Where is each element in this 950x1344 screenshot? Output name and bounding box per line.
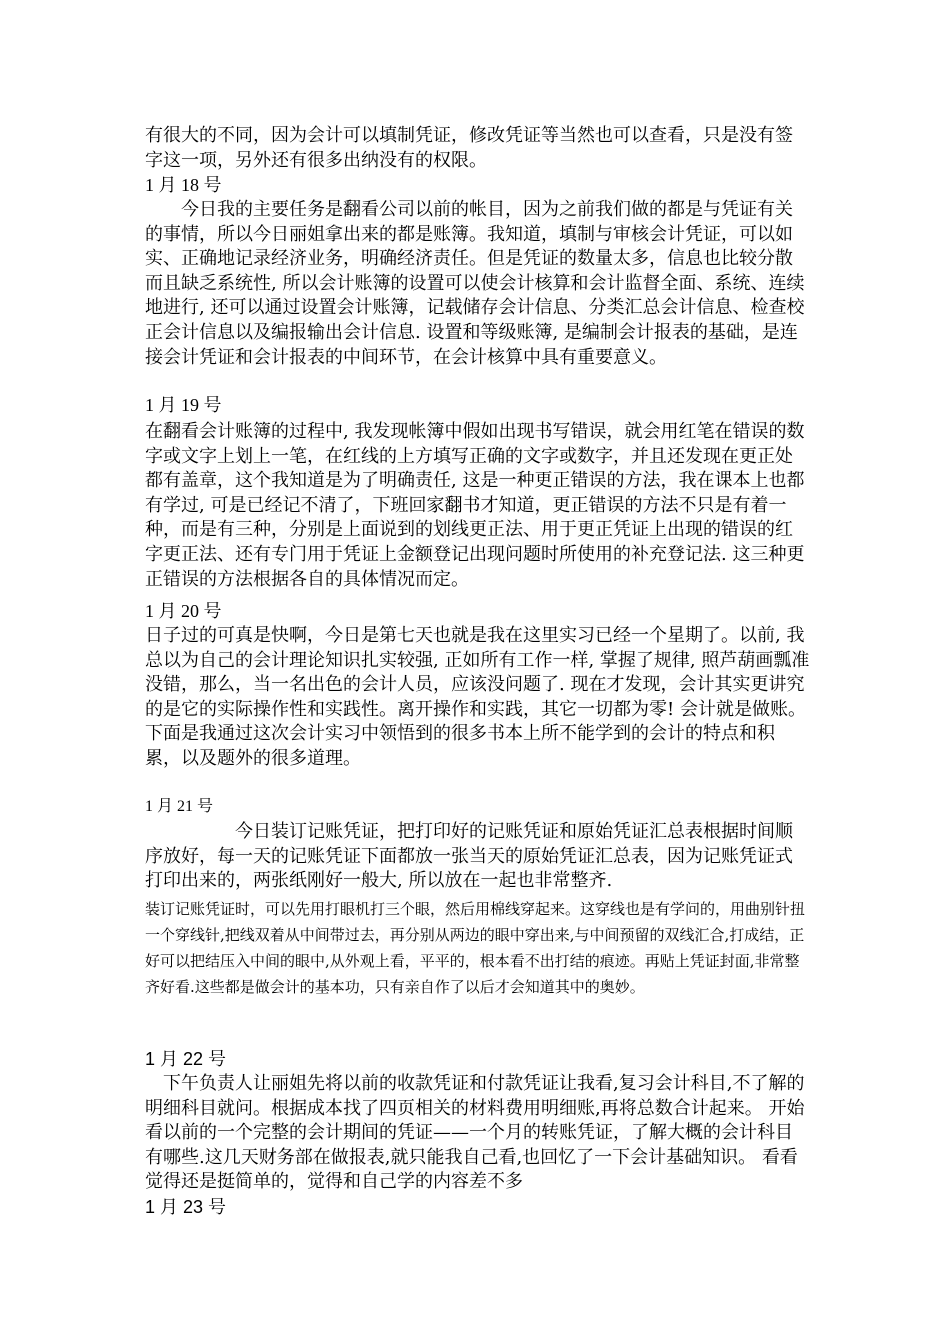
- date-heading-jan18: 1 月 18 号: [145, 175, 222, 195]
- paragraph-jan19: 在翻看会计账簿的过程中, 我发现帐簿中假如出现书写错误，就会用红笔在错误的数字或文字上划上一笔，在红线的上方填写正确的文字或数字，并且还发现在更正处都有盖章，这个我知道是为了明确责任, 这是一种更正错误的方法，我在课本上也都有学过, 可是已经记不清了，下班回家翻书才知道，更正错误的方法不只是有着一种，而是有三种，分别是上面说到的划线更正法、用于更正凭证上出现的错误的红字更正法、还有专门用于凭证上金额登记出现问题时所使用的补充登记法. 这三种更正错误的方法根据各自的具体情况而定。: [145, 421, 805, 590]
- date-heading-jan19: 1 月 19 号: [145, 395, 222, 415]
- paragraph-jan20: 日子过的可真是快啊，今日是第七天也就是我在这里实习已经一个星期了。以前, 我总以为自己的会计理论知识扎实较强, 正如所有工作一样, 掌握了规律, 照芦葫画瓢准没错，那么，当一名出色的会计人员，应该没问题了. 现在才发现，会计其实更讲究的是它的实际操作性和实践性。离开操作和实践，其它一切都为零! 会计就是做账。下面是我通过这次会计实习中领悟到的很多书本上所不能学到的会计的特点和积累，以及题外的很多道理。: [145, 625, 810, 769]
- paragraph-jan21-a: 今日装订记账凭证，把打印好的记账凭证和原始凭证汇总表根据时间顺序放好，每一天的记账凭证下面都放一张当天的原始凭证汇总表，因为记账凭证式打印出来的，两张纸刚好一般大, 所以放在一起也非常整齐.: [145, 821, 793, 892]
- paragraph-jan22: 下午负责人让丽姐先将以前的收款凭证和付款凭证让我看,复习会计科目,不了解的明细科目就问。根据成本找了四页相关的材料费用明细账,再将总数合计起来。 开始看以前的一个完整的会计期间的凭证——一个月的转账凭证，了解大概的会计科目有哪些.这几天财务部在做报表,就只能我自己看,也回忆了一下会计基础知识。 看看觉得还是挺简单的，觉得和自己学的内容差不多: [145, 1073, 805, 1193]
- paragraph-jan18: 今日我的主要任务是翻看公司以前的帐目，因为之前我们做的都是与凭证有关的事情，所以今日丽姐拿出来的都是账簿。我知道，填制与审核会计凭证，可以如实、正确地记录经济业务，明确经济责任。但是凭证的数量太多，信息也比较分散而且缺乏系统性, 所以会计账簿的设置可以使会计核算和会计监督全面、系统、连续地进行, 还可以通过设置会计账簿，记载储存会计信息、分类汇总会计信息、检查校正会计信息以及编报输出会计信息. 设置和等级账簿, 是编制会计报表的基础，是连接会计凭证和会计报表的中间环节，在会计核算中具有重要意义。: [145, 199, 805, 368]
- date-heading-jan20: 1 月 20 号: [145, 601, 222, 621]
- date-heading-jan23: 1 月 23 号: [145, 1197, 227, 1217]
- date-heading-jan22: 1 月 22 号: [145, 1049, 227, 1069]
- paragraph-jan21-b: 装订记账凭证时，可以先用打眼机打三个眼，然后用棉线穿起来。这穿线也是有学问的，用曲别针扭一个穿线针,把线双着从中间带过去，再分别从两边的眼中穿出来,与中间预留的双线汇合,打成结，正好可以把结压入中间的眼中,从外观上看，平平的，根本看不出打结的痕迹。再贴上凭证封面,非常整齐好看.这些都是做会计的基本功，只有亲自作了以后才会知道其中的奥妙。: [145, 900, 806, 996]
- paragraph-jan17-end: 有很大的不同，因为会计可以填制凭证，修改凭证等当然也可以查看，只是没有签字这一项，另外还有很多出纳没有的权限。: [145, 125, 793, 171]
- date-heading-jan21: 1 月 21 号: [145, 798, 214, 815]
